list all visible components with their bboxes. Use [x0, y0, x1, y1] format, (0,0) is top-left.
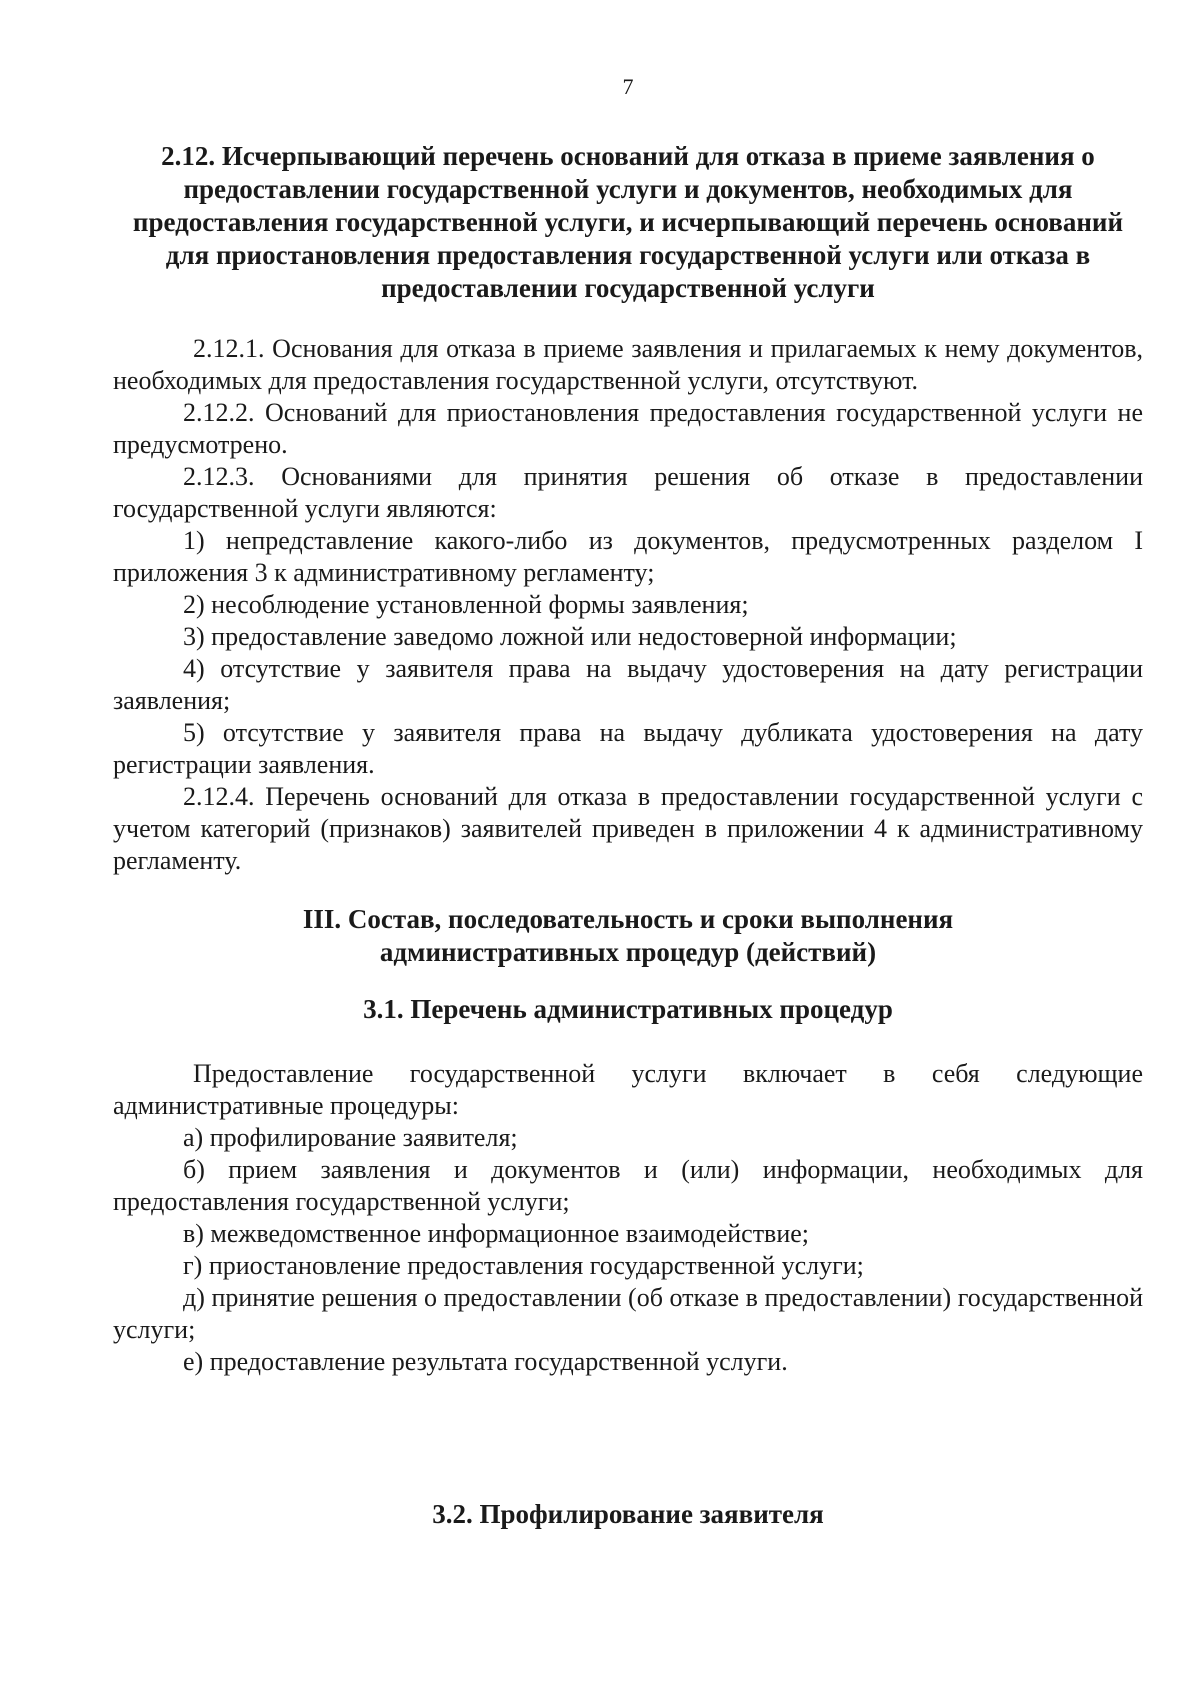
list-item-procedure-b: б) прием заявления и документов и (или) информации, необходимых для предоставления государственной услуги;: [113, 1155, 1143, 1216]
list-item-procedure-e: е) предоставление результата государственной услуги.: [183, 1347, 788, 1376]
list-item-procedure-g: г) приостановление предоставления государственной услуги;: [183, 1251, 864, 1280]
paragraph-2-12-2: 2.12.2. Оснований для приостановления предоставления государственной услуги не предусмотрено.: [113, 398, 1143, 459]
paragraph-2-12-1: 2.12.1. Основания для отказа в приеме заявления и прилагаемых к нему документов, необходимых для предоставления государственной услуги, отсутствуют.: [113, 334, 1143, 395]
section-2-12-body: [113, 333, 1143, 877]
section-iii-heading: [113, 903, 1143, 969]
list-item-refusal-1: 1) непредставление какого-либо из документов, предусмотренных разделом I приложения 3 к административному регламенту;: [113, 526, 1143, 587]
list-item-procedure-v: в) межведомственное информационное взаимодействие;: [183, 1219, 810, 1248]
list-item-procedure-d: д) принятие решения о предоставлении (об отказе в предоставлении) государственной услуги;: [113, 1283, 1143, 1344]
list-item-procedure-a: а) профилирование заявителя;: [183, 1123, 518, 1152]
paragraph-2-12-4: 2.12.4. Перечень оснований для отказа в предоставлении государственной услуги с учетом категорий (признаков) заявителей приведен в приложении 4 к административному регламенту.: [113, 782, 1143, 875]
paragraph-3-1-intro: Предоставление государственной услуги включает в себя следующие административные процедуры:: [113, 1059, 1143, 1120]
section-iii-heading-line1: III. Состав, последовательность и сроки выполнения: [302, 904, 954, 934]
list-item-refusal-5: 5) отсутствие у заявителя права на выдачу дубликата удостоверения на дату регистрации заявления.: [113, 718, 1143, 779]
page-number: 7: [622, 74, 634, 99]
section-iii-heading-line2: административных процедур (действий): [379, 937, 877, 967]
paragraph-2-12-3: 2.12.3. Основаниями для принятия решения об отказе в предоставлении государственной услуги являются:: [113, 462, 1143, 523]
section-3-2-heading: 3.2. Профилирование заявителя: [432, 1499, 824, 1529]
list-item-refusal-2: 2) несоблюдение установленной формы заявления;: [183, 590, 749, 619]
list-item-refusal-3: 3) предоставление заведомо ложной или недостоверной информации;: [183, 622, 957, 651]
section-2-12-heading: 2.12. Исчерпывающий перечень оснований для отказа в приеме заявления о предоставлении государственной услуги и документов, необходимых для предоставления государственной услуги, и исчерпывающий перечень оснований для приостановления предоставления государственной услуги или отказа в предоставлении государственной услуги: [132, 141, 1124, 303]
section-3-1-body: [113, 1058, 1143, 1378]
list-item-refusal-4: 4) отсутствие у заявителя права на выдачу удостоверения на дату регистрации заявления;: [113, 654, 1143, 715]
section-3-1-heading: 3.1. Перечень административных процедур: [363, 994, 893, 1024]
document-page: [113, 74, 1143, 1531]
